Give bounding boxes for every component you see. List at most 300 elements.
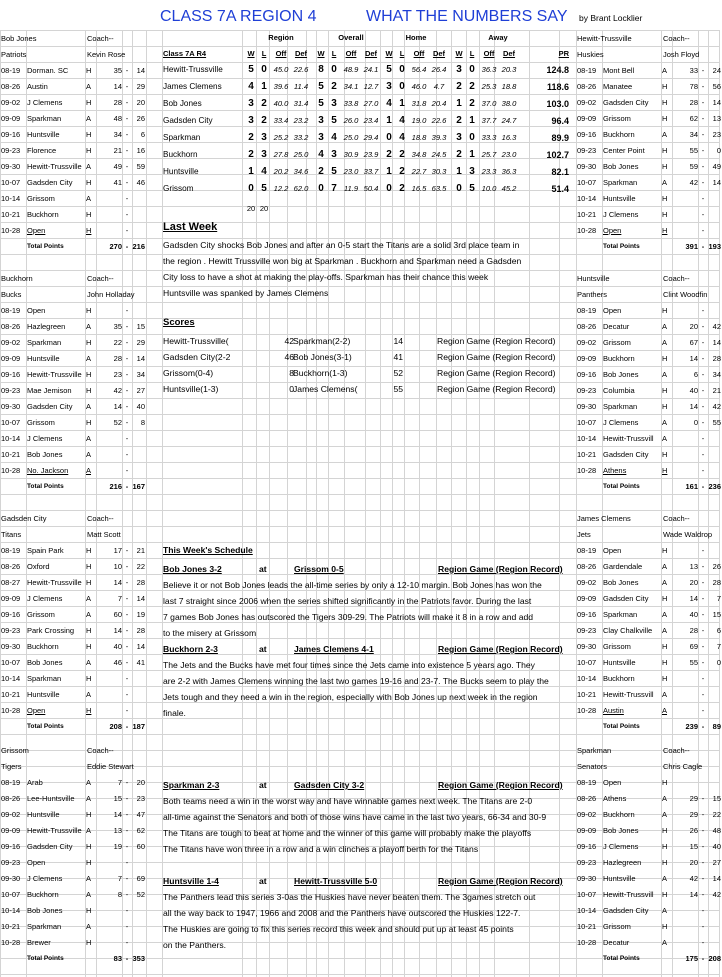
score-separator: - xyxy=(701,82,705,91)
game-score-for: 40 xyxy=(689,386,698,395)
score-separator: - xyxy=(701,842,705,851)
game-opponent: Buckhorn xyxy=(27,210,59,219)
game-home-away: A xyxy=(662,418,668,427)
matchup-note-line: on the Panthers. xyxy=(163,940,227,950)
game-row xyxy=(576,639,722,655)
game-row xyxy=(576,791,722,807)
standings-rdef: 23.2 xyxy=(293,116,309,125)
game-home-away: H xyxy=(86,562,92,571)
game-opponent: Oxford xyxy=(27,562,50,571)
game-score-for: 14 xyxy=(113,402,122,411)
standings-hl: 1 xyxy=(399,98,405,109)
game-row xyxy=(0,887,146,903)
standings-aw: 2 xyxy=(456,81,462,92)
game-opponent: Hewitt-Trussvill xyxy=(603,434,654,443)
game-home-away: A xyxy=(86,922,92,931)
game-date: 08-26 xyxy=(577,562,597,571)
total-points-for: 239 xyxy=(685,722,698,731)
score-separator: - xyxy=(125,722,129,731)
standings-aoff: 25.7 xyxy=(481,150,497,159)
game-row xyxy=(576,823,722,839)
game-row xyxy=(0,207,146,223)
score-separator: - xyxy=(125,810,129,819)
matchup-note-line: The Titans have won three in a row and a win clinches a playoff berth for the Titans xyxy=(163,844,479,854)
game-home-away: A xyxy=(86,162,92,171)
standings-team: Hewitt-Trussville xyxy=(163,65,223,74)
game-opponent: J Clemens xyxy=(603,210,639,219)
game-opponent: Grissom xyxy=(603,642,631,651)
standings-team: Buckhorn xyxy=(163,150,198,159)
matchup-note-line: The Titans are tough to beat at home and the winner of this game will probably make the playoffs xyxy=(163,828,532,838)
total-points-row xyxy=(0,719,146,735)
game-score-for: 35 xyxy=(113,322,122,331)
game-score-against: 69 xyxy=(136,874,145,883)
game-score-for: 28 xyxy=(689,98,698,107)
total-points-against: 353 xyxy=(132,954,145,963)
score-separator: - xyxy=(125,594,129,603)
game-date: 10-28 xyxy=(577,706,597,715)
game-date: 09-16 xyxy=(1,842,21,851)
standings-al: 1 xyxy=(469,149,475,160)
game-opponent: Huntsville xyxy=(27,354,60,363)
coach-label: Coach-- xyxy=(87,746,114,755)
game-home-away: A xyxy=(662,178,668,187)
game-opponent: Gadsden City xyxy=(603,98,649,107)
total-points-against: 216 xyxy=(132,242,145,251)
game-date: 09-23 xyxy=(1,386,21,395)
standings-hoff: 56.4 xyxy=(411,65,427,74)
total-points-label: Total Points xyxy=(603,723,640,730)
game-opponent: J Clemens xyxy=(27,434,63,443)
game-score-for: 20 xyxy=(689,322,698,331)
standings-row xyxy=(163,62,575,78)
game-opponent: Sparkman xyxy=(27,922,62,931)
standings-adef: 16.3 xyxy=(501,133,517,142)
game-score-against: 0 xyxy=(716,146,721,155)
game-home-away: A xyxy=(662,610,668,619)
team-mascot-row xyxy=(0,759,146,775)
game-row xyxy=(0,639,146,655)
game-score-for: 55 xyxy=(689,658,698,667)
score-separator: - xyxy=(125,546,129,555)
team-name-row xyxy=(576,31,722,47)
game-opponent: Arab xyxy=(27,778,43,787)
game-opponent: Florence xyxy=(27,146,57,155)
matchup-note-line: all the way back to 1947, 1966 and 2008 and the Panthers have outscored the Huskies 122-7. xyxy=(163,908,521,918)
standings-rw: 4 xyxy=(248,81,254,92)
game-score-for: 20 xyxy=(689,858,698,867)
game-score-for: 62 xyxy=(689,114,698,123)
total-points-label: Total Points xyxy=(27,723,64,730)
score-s1: 8 xyxy=(289,368,294,378)
score-separator: - xyxy=(701,130,705,139)
game-opponent: Austin xyxy=(27,82,48,91)
standings-rw: 2 xyxy=(248,132,254,143)
standings-aoff: 23.3 xyxy=(481,167,497,176)
score-separator: - xyxy=(701,594,705,603)
game-date: 10-07 xyxy=(1,418,21,427)
game-home-away: A xyxy=(86,322,92,331)
score-s1: 42 xyxy=(284,336,294,346)
game-home-away: H xyxy=(86,146,92,155)
game-date: 08-26 xyxy=(577,794,597,803)
game-home-away: A xyxy=(86,890,92,899)
standings-aoff: 37.7 xyxy=(481,116,497,125)
team-mascot-row xyxy=(0,47,146,63)
score-separator: - xyxy=(701,226,705,235)
matchup-at: at xyxy=(259,876,267,886)
game-date: 10-21 xyxy=(577,450,597,459)
game-date: 09-30 xyxy=(1,642,21,651)
game-score-for: 14 xyxy=(113,626,122,635)
standings-hdef: 20.4 xyxy=(431,99,447,108)
game-date: 08-19 xyxy=(577,66,597,75)
game-date: 10-21 xyxy=(577,690,597,699)
score-separator: - xyxy=(125,906,129,915)
game-date: 09-02 xyxy=(577,578,597,587)
matchup-at: at xyxy=(259,644,267,654)
standings-ol: 2 xyxy=(331,81,337,92)
standings-al: 5 xyxy=(469,183,475,194)
game-score-against: 26 xyxy=(712,562,721,571)
game-row xyxy=(576,351,722,367)
game-opponent: Hewitt-Trussvill xyxy=(603,890,654,899)
game-row xyxy=(0,383,146,399)
game-opponent: Sparkman xyxy=(27,338,62,347)
score-separator: - xyxy=(125,98,129,107)
game-opponent: Decatur xyxy=(603,322,630,331)
standings-odef: 12.7 xyxy=(363,82,379,91)
game-home-away: H xyxy=(86,642,92,651)
standings-ow: 2 xyxy=(318,166,324,177)
game-home-away: H xyxy=(86,842,92,851)
game-score-for: 55 xyxy=(689,146,698,155)
game-home-away: A xyxy=(662,322,668,331)
game-opponent: Manatee xyxy=(603,82,633,91)
score-separator: - xyxy=(701,114,705,123)
game-date: 10-07 xyxy=(1,658,21,667)
game-home-away: A xyxy=(662,66,668,75)
group-header-home: Home xyxy=(405,33,427,42)
standings-ol: 3 xyxy=(331,149,337,160)
game-date: 10-28 xyxy=(577,226,597,235)
game-date: 09-02 xyxy=(1,810,21,819)
game-home-away: H xyxy=(86,578,92,587)
standings-aw: 2 xyxy=(456,149,462,160)
col-header-l: L xyxy=(399,49,405,58)
game-row xyxy=(576,575,722,591)
game-home-away: A xyxy=(86,874,92,883)
score-separator: - xyxy=(701,874,705,883)
score-separator: - xyxy=(701,178,705,187)
game-opponent: Mae Jemison xyxy=(27,386,72,395)
standings-hoff: 18.8 xyxy=(411,133,427,142)
game-opponent: Grissom xyxy=(603,338,631,347)
standings-al: 0 xyxy=(469,132,475,143)
standings-rl: 5 xyxy=(261,183,267,194)
standings-odef: 23.4 xyxy=(363,116,379,125)
game-row xyxy=(576,607,722,623)
total-points-row xyxy=(0,479,146,495)
col-header-def: Def xyxy=(294,49,308,58)
team-name-row xyxy=(576,511,722,527)
game-row xyxy=(576,223,722,239)
game-score-against: 27 xyxy=(136,386,145,395)
game-opponent: Park Crossing xyxy=(27,626,75,635)
score-separator: - xyxy=(125,162,129,171)
total-points-for: 270 xyxy=(109,242,122,251)
score-separator: - xyxy=(701,658,705,667)
standings-hw: 1 xyxy=(386,166,392,177)
score-separator: - xyxy=(701,306,705,315)
game-row xyxy=(0,111,146,127)
matchup-note: Region Game (Region Record) xyxy=(438,876,563,886)
game-score-against: 28 xyxy=(712,354,721,363)
col-header-w: W xyxy=(317,49,325,58)
game-date: 09-23 xyxy=(1,146,21,155)
game-row xyxy=(576,319,722,335)
standings-roff: 40.0 xyxy=(273,99,289,108)
score-separator: - xyxy=(701,922,705,931)
game-date: 09-16 xyxy=(577,610,597,619)
game-opponent: Gadsden City xyxy=(27,178,73,187)
game-date: 10-14 xyxy=(1,674,21,683)
game-date: 10-07 xyxy=(577,418,597,427)
standings-odef: 23.9 xyxy=(363,150,379,159)
standings-pr: 89.9 xyxy=(551,133,569,143)
standings-rw: 5 xyxy=(248,64,254,75)
matchup-team2: James Clemens 4-1 xyxy=(294,644,374,654)
standings-rl: 2 xyxy=(261,98,267,109)
game-home-away: H xyxy=(662,354,668,363)
game-opponent: Center Point xyxy=(603,146,645,155)
matchup-note: Region Game (Region Record) xyxy=(438,564,563,574)
standings-rdef: 33.2 xyxy=(293,133,309,142)
score-separator: - xyxy=(701,386,705,395)
matchup-line xyxy=(163,777,575,793)
game-score-against: 34 xyxy=(136,370,145,379)
game-date: 10-07 xyxy=(577,890,597,899)
standings-hoff: 19.0 xyxy=(411,116,427,125)
standings-row xyxy=(163,96,575,112)
game-row xyxy=(0,703,146,719)
game-date: 10-14 xyxy=(1,194,21,203)
standings-aw: 2 xyxy=(456,115,462,126)
game-opponent: Gadsden City xyxy=(603,450,649,459)
matchup-note-line: Both teams need a win in the worst way and have winnable games next week. The Titans are 2-0 xyxy=(163,796,533,806)
score-t2: James Clemens( xyxy=(293,384,358,394)
standings-hdef: 30.3 xyxy=(431,167,447,176)
game-home-away: H xyxy=(662,858,668,867)
score-row xyxy=(163,365,575,381)
game-row xyxy=(0,175,146,191)
standings-roff: 33.4 xyxy=(273,116,289,125)
standings-hw: 3 xyxy=(386,81,392,92)
game-home-away: A xyxy=(86,82,92,91)
game-opponent: Huntsville xyxy=(603,194,636,203)
schedule-heading: This Week's Schedule xyxy=(163,545,253,555)
matchup-line xyxy=(163,641,575,657)
game-opponent: Bob Jones xyxy=(603,370,639,379)
score-separator: - xyxy=(125,82,129,91)
game-score-for: 14 xyxy=(689,594,698,603)
game-date: 10-28 xyxy=(577,466,597,475)
matchup-team2: Gadsden City 3-2 xyxy=(294,780,365,790)
score-separator: - xyxy=(701,418,705,427)
standings-ow: 0 xyxy=(318,183,324,194)
score-separator: - xyxy=(701,690,705,699)
game-date: 09-09 xyxy=(1,354,21,363)
game-home-away: H xyxy=(86,706,92,715)
game-score-against: 28 xyxy=(136,626,145,635)
score-separator: - xyxy=(701,826,705,835)
game-home-away: H xyxy=(86,226,92,235)
score-separator: - xyxy=(701,466,705,475)
score-separator: - xyxy=(125,610,129,619)
game-date: 10-28 xyxy=(1,706,21,715)
score-separator: - xyxy=(701,954,705,963)
standings-row xyxy=(163,113,575,129)
game-date: 09-16 xyxy=(1,610,21,619)
matchup-note-line: The Jets and the Bucks have met four times since the Jets came into existence 5 years ago. They xyxy=(163,660,535,670)
score-separator: - xyxy=(125,66,129,75)
game-score-against: 20 xyxy=(136,778,145,787)
score-separator: - xyxy=(125,794,129,803)
score-separator: - xyxy=(701,906,705,915)
game-opponent: Huntsville xyxy=(27,130,60,139)
game-row xyxy=(0,431,146,447)
game-score-for: 67 xyxy=(689,338,698,347)
game-row xyxy=(576,367,722,383)
game-date: 08-19 xyxy=(1,306,21,315)
game-row xyxy=(0,903,146,919)
standings-roff: 27.8 xyxy=(273,150,289,159)
standings-aw: 3 xyxy=(456,132,462,143)
last-week-heading: Last Week xyxy=(163,221,218,233)
standings-roff: 39.6 xyxy=(273,82,289,91)
game-score-for: 14 xyxy=(113,578,122,587)
team-mascot: Titans xyxy=(1,530,22,539)
game-score-for: 21 xyxy=(113,146,122,155)
total-points-row xyxy=(0,951,146,967)
game-home-away: A xyxy=(86,114,92,123)
score-separator: - xyxy=(125,114,129,123)
score-separator: - xyxy=(125,626,129,635)
standings-ol: 7 xyxy=(331,183,337,194)
score-separator: - xyxy=(701,938,705,947)
game-score-against: 29 xyxy=(136,82,145,91)
game-score-against: 42 xyxy=(712,402,721,411)
game-opponent: Clay Chalkville xyxy=(603,626,653,635)
game-score-for: 7 xyxy=(117,594,122,603)
game-score-for: 22 xyxy=(113,338,122,347)
game-home-away: A xyxy=(662,338,668,347)
game-opponent: J Clemens xyxy=(603,842,639,851)
game-score-against: 28 xyxy=(136,578,145,587)
score-separator: - xyxy=(125,842,129,851)
game-row xyxy=(576,463,722,479)
standings-rw: 1 xyxy=(248,166,254,177)
game-score-for: 6 xyxy=(693,370,698,379)
game-score-for: 15 xyxy=(113,794,122,803)
standings-roff: 12.2 xyxy=(273,184,289,193)
standings-row xyxy=(163,147,575,163)
standings-aw: 1 xyxy=(456,166,462,177)
game-row xyxy=(576,63,722,79)
game-date: 09-09 xyxy=(1,114,21,123)
game-date: 08-19 xyxy=(1,546,21,555)
score-separator: - xyxy=(125,706,129,715)
game-date: 09-09 xyxy=(577,594,597,603)
team-mascot-row xyxy=(576,759,722,775)
game-score-for: 14 xyxy=(689,402,698,411)
game-date: 10-07 xyxy=(577,658,597,667)
game-home-away: A xyxy=(662,578,668,587)
standings-totals xyxy=(163,201,575,217)
game-date: 08-26 xyxy=(577,82,597,91)
col-header-l: L xyxy=(261,49,267,58)
game-score-against: 21 xyxy=(136,546,145,555)
game-home-away: H xyxy=(662,658,668,667)
game-row xyxy=(0,935,146,951)
matchup-note-line: all-time against the Senators and both of those wins have came in the last two years, 66-34 and 30-9 xyxy=(163,812,547,822)
game-score-for: 14 xyxy=(689,890,698,899)
standings-al: 3 xyxy=(469,166,475,177)
game-row xyxy=(576,127,722,143)
game-date: 10-21 xyxy=(1,922,21,931)
game-row xyxy=(0,463,146,479)
score-separator: - xyxy=(125,194,129,203)
game-row xyxy=(0,775,146,791)
team-name: James Clemens xyxy=(577,514,631,523)
team-name-row xyxy=(0,271,146,287)
game-home-away: A xyxy=(86,434,92,443)
game-row xyxy=(0,623,146,639)
game-score-against: 29 xyxy=(136,338,145,347)
game-date: 09-09 xyxy=(577,354,597,363)
game-home-away: A xyxy=(86,402,92,411)
game-opponent: Gadsden City xyxy=(27,402,73,411)
game-opponent: Grissom xyxy=(27,418,55,427)
game-home-away: A xyxy=(86,610,92,619)
game-date: 09-30 xyxy=(577,874,597,883)
game-home-away: H xyxy=(86,338,92,347)
total-points-label: Total Points xyxy=(603,483,640,490)
game-score-for: 8 xyxy=(117,890,122,899)
game-score-for: 29 xyxy=(689,810,698,819)
score-row xyxy=(163,333,575,349)
matchup-note-line: The Huskies are going to fix this series record this week and should put up at least 45 points xyxy=(163,924,514,934)
game-score-for: 19 xyxy=(113,842,122,851)
matchup-team1: Buckhorn 2-3 xyxy=(163,644,218,654)
standings-hoff: 16.5 xyxy=(411,184,427,193)
game-home-away: H xyxy=(662,674,668,683)
team-name-row xyxy=(576,743,722,759)
score-separator: - xyxy=(125,778,129,787)
game-score-against: 27 xyxy=(712,858,721,867)
score-separator: - xyxy=(125,466,129,475)
game-opponent: Mont Bell xyxy=(603,66,635,75)
game-date: 09-09 xyxy=(577,826,597,835)
game-score-for: 33 xyxy=(689,66,698,75)
score-separator: - xyxy=(125,354,129,363)
score-separator: - xyxy=(701,578,705,587)
game-home-away: A xyxy=(86,690,92,699)
game-score-against: 42 xyxy=(712,890,721,899)
standings-hw: 0 xyxy=(386,132,392,143)
game-score-against: 56 xyxy=(712,82,721,91)
score-t1: Huntsville(1-3) xyxy=(163,384,219,394)
